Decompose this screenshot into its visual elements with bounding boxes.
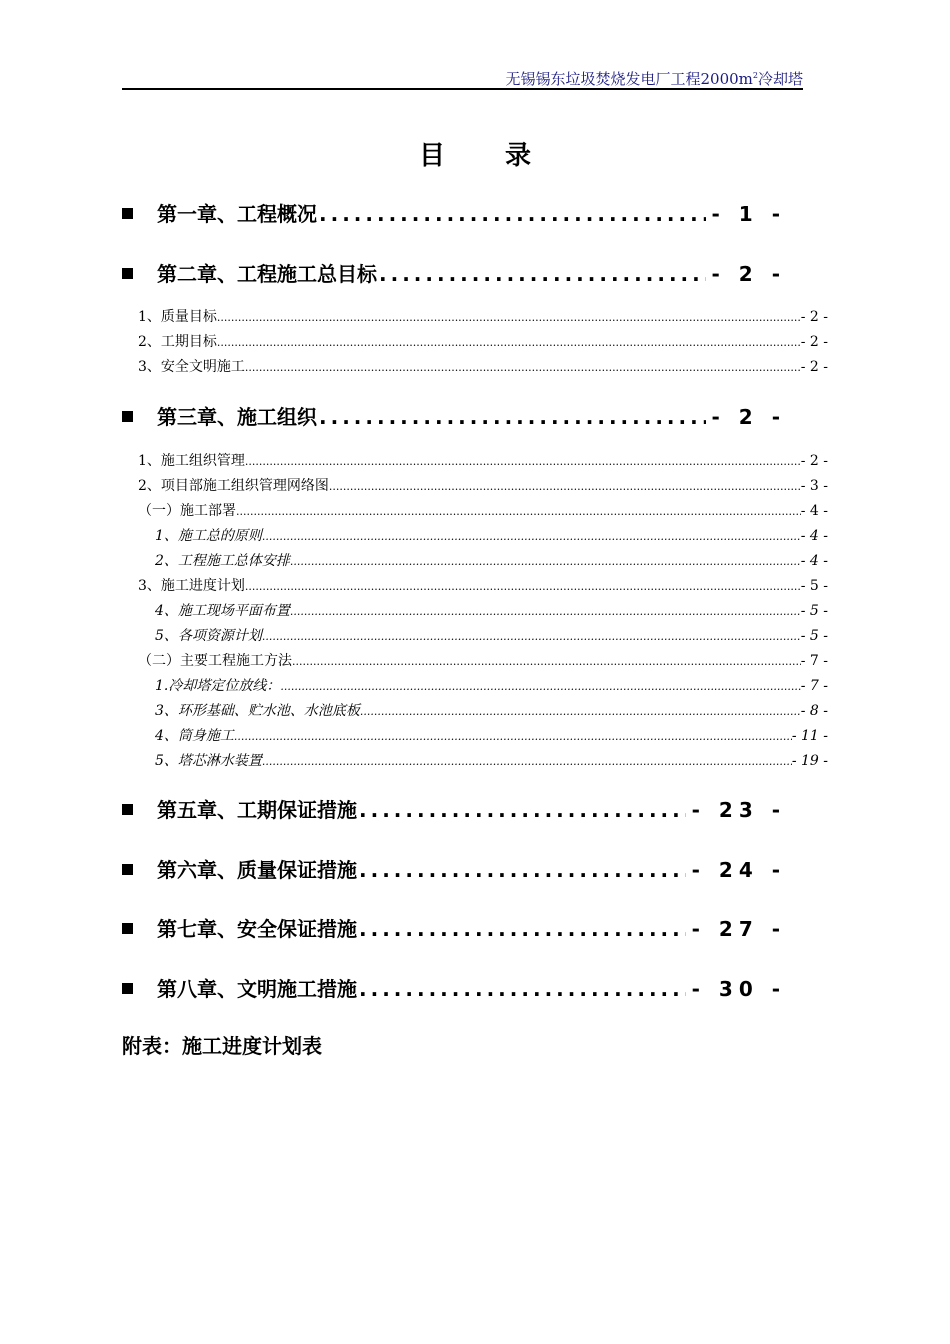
- dot-leader: [280, 680, 800, 693]
- dot-leader: [359, 917, 686, 941]
- dot-leader: [262, 530, 801, 543]
- toc-page-number: - 4 -: [800, 528, 828, 544]
- toc-entry-row[interactable]: [155, 675, 828, 695]
- toc-chapter-row[interactable]: [122, 854, 786, 883]
- toc-chapter-row[interactable]: [122, 258, 786, 287]
- dot-leader: [234, 730, 792, 743]
- toc-entry-row[interactable]: [138, 356, 828, 376]
- toc-page-number: - 2 -: [800, 334, 828, 350]
- toc-chapter-row[interactable]: [122, 401, 786, 430]
- toc-entry-row[interactable]: [138, 450, 828, 470]
- toc-chapter-row[interactable]: [122, 198, 786, 227]
- toc-entry-row[interactable]: [138, 575, 828, 595]
- toc-entry-row[interactable]: [138, 306, 828, 326]
- toc-label: 1.冷却塔定位放线：: [155, 678, 281, 694]
- toc-chapter-row[interactable]: [122, 973, 786, 1002]
- toc-page-number: - 2 -: [711, 262, 786, 286]
- toc-page-number: - 23 -: [691, 798, 786, 822]
- toc-label: 3、环形基础、贮水池、水池底板: [155, 703, 360, 719]
- toc-chapter-row[interactable]: [122, 913, 786, 942]
- dot-leader: [359, 858, 686, 882]
- dot-leader: [245, 580, 801, 593]
- square-bullet-icon: [122, 864, 133, 875]
- appendix-label: 附表：施工进度计划表: [122, 1034, 322, 1058]
- dot-leader: [359, 798, 686, 822]
- toc-page-number: - 24 -: [691, 858, 786, 882]
- toc-label: 4、筒身施工: [155, 728, 234, 744]
- toc-label: 第二章、工程施工总目标: [157, 262, 377, 286]
- dot-leader: [217, 311, 801, 324]
- dot-leader: [262, 630, 801, 643]
- toc-label: 第六章、质量保证措施: [157, 858, 357, 882]
- toc-label: 5、塔芯淋水装置: [155, 753, 262, 769]
- toc-label: 5、各项资源计划: [155, 628, 262, 644]
- square-bullet-icon: [122, 411, 133, 422]
- toc-label: 3、施工进度计划: [138, 578, 245, 594]
- toc-entry-row[interactable]: [155, 700, 828, 720]
- dot-leader: [292, 655, 801, 668]
- dot-leader: [319, 202, 706, 226]
- toc-label: 4、施工现场平面布置: [155, 603, 290, 619]
- square-bullet-icon: [122, 923, 133, 934]
- dot-leader: [359, 977, 686, 1001]
- toc-entry-row[interactable]: [155, 550, 828, 570]
- toc-label: 第七章、安全保证措施: [157, 917, 357, 941]
- toc-entry-row[interactable]: [155, 525, 828, 545]
- toc-entry-row[interactable]: [155, 750, 828, 770]
- toc-page-number: - 2 -: [800, 309, 828, 325]
- dot-leader: [245, 455, 801, 468]
- square-bullet-icon: [122, 804, 133, 815]
- dot-leader: [379, 262, 706, 286]
- toc-page-number: - 8 -: [800, 703, 828, 719]
- toc-label: 第五章、工期保证措施: [157, 798, 357, 822]
- toc-entry-row[interactable]: [138, 650, 828, 670]
- toc-page-number: - 27 -: [691, 917, 786, 941]
- toc-label: 1、施工组织管理: [138, 453, 245, 469]
- toc-entry-row[interactable]: [138, 500, 828, 520]
- toc-page-number: - 1 -: [711, 202, 786, 226]
- toc-label: 1、质量目标: [138, 309, 217, 325]
- dot-leader: [217, 336, 801, 349]
- toc-page-number: - 2 -: [800, 453, 828, 469]
- toc-label: 第三章、施工组织: [157, 405, 317, 429]
- toc-label: 第八章、文明施工措施: [157, 977, 357, 1001]
- toc-label: 3、安全文明施工: [138, 359, 245, 375]
- toc-entry-row[interactable]: [138, 331, 828, 351]
- toc-label: 第一章、工程概况: [157, 202, 317, 226]
- toc-label: 1、施工总的原则: [155, 528, 262, 544]
- square-bullet-icon: [122, 268, 133, 279]
- dot-leader: [262, 755, 792, 768]
- toc-entry-row[interactable]: [155, 600, 828, 620]
- toc-page-number: - 5 -: [800, 603, 828, 619]
- toc-page-number: - 30 -: [691, 977, 786, 1001]
- page-header: [122, 66, 803, 90]
- toc-page-number: - 2 -: [800, 359, 828, 375]
- dot-leader: [245, 361, 801, 374]
- dot-leader: [290, 555, 801, 568]
- toc-page-number: - 19 -: [791, 753, 828, 769]
- toc-entry-row[interactable]: [155, 625, 828, 645]
- dot-leader: [290, 605, 801, 618]
- header-text: 无锡锡东垃圾焚烧发电厂工程$2000m^2$冷却塔: [505, 70, 803, 88]
- toc-page-number: - 4 -: [800, 553, 828, 569]
- toc-label: 2、项目部施工组织管理网络图: [138, 478, 329, 494]
- toc-page-number: - 3 -: [800, 478, 828, 494]
- dot-leader: [319, 405, 706, 429]
- dot-leader: [236, 505, 801, 518]
- toc-label: 2、工程施工总体安排: [155, 553, 290, 569]
- toc-label: （一）施工部署: [138, 503, 236, 519]
- toc-page-number: - 7 -: [800, 678, 828, 694]
- toc-page-number: - 11 -: [791, 728, 828, 744]
- toc-page-number: - 2 -: [711, 405, 786, 429]
- toc-page-number: - 5 -: [800, 578, 828, 594]
- toc-entry-row[interactable]: [155, 725, 828, 745]
- dot-leader: [329, 480, 801, 493]
- dot-leader: [360, 705, 801, 718]
- toc-title: 目录: [418, 141, 591, 171]
- toc-page-number: - 4 -: [800, 503, 828, 519]
- toc-page-number: - 5 -: [800, 628, 828, 644]
- toc-label: （二）主要工程施工方法: [138, 653, 292, 669]
- square-bullet-icon: [122, 208, 133, 219]
- toc-entry-row[interactable]: [138, 475, 828, 495]
- toc-chapter-row[interactable]: [122, 794, 786, 823]
- toc-label: 2、工期目标: [138, 334, 217, 350]
- toc-page-number: - 7 -: [800, 653, 828, 669]
- square-bullet-icon: [122, 983, 133, 994]
